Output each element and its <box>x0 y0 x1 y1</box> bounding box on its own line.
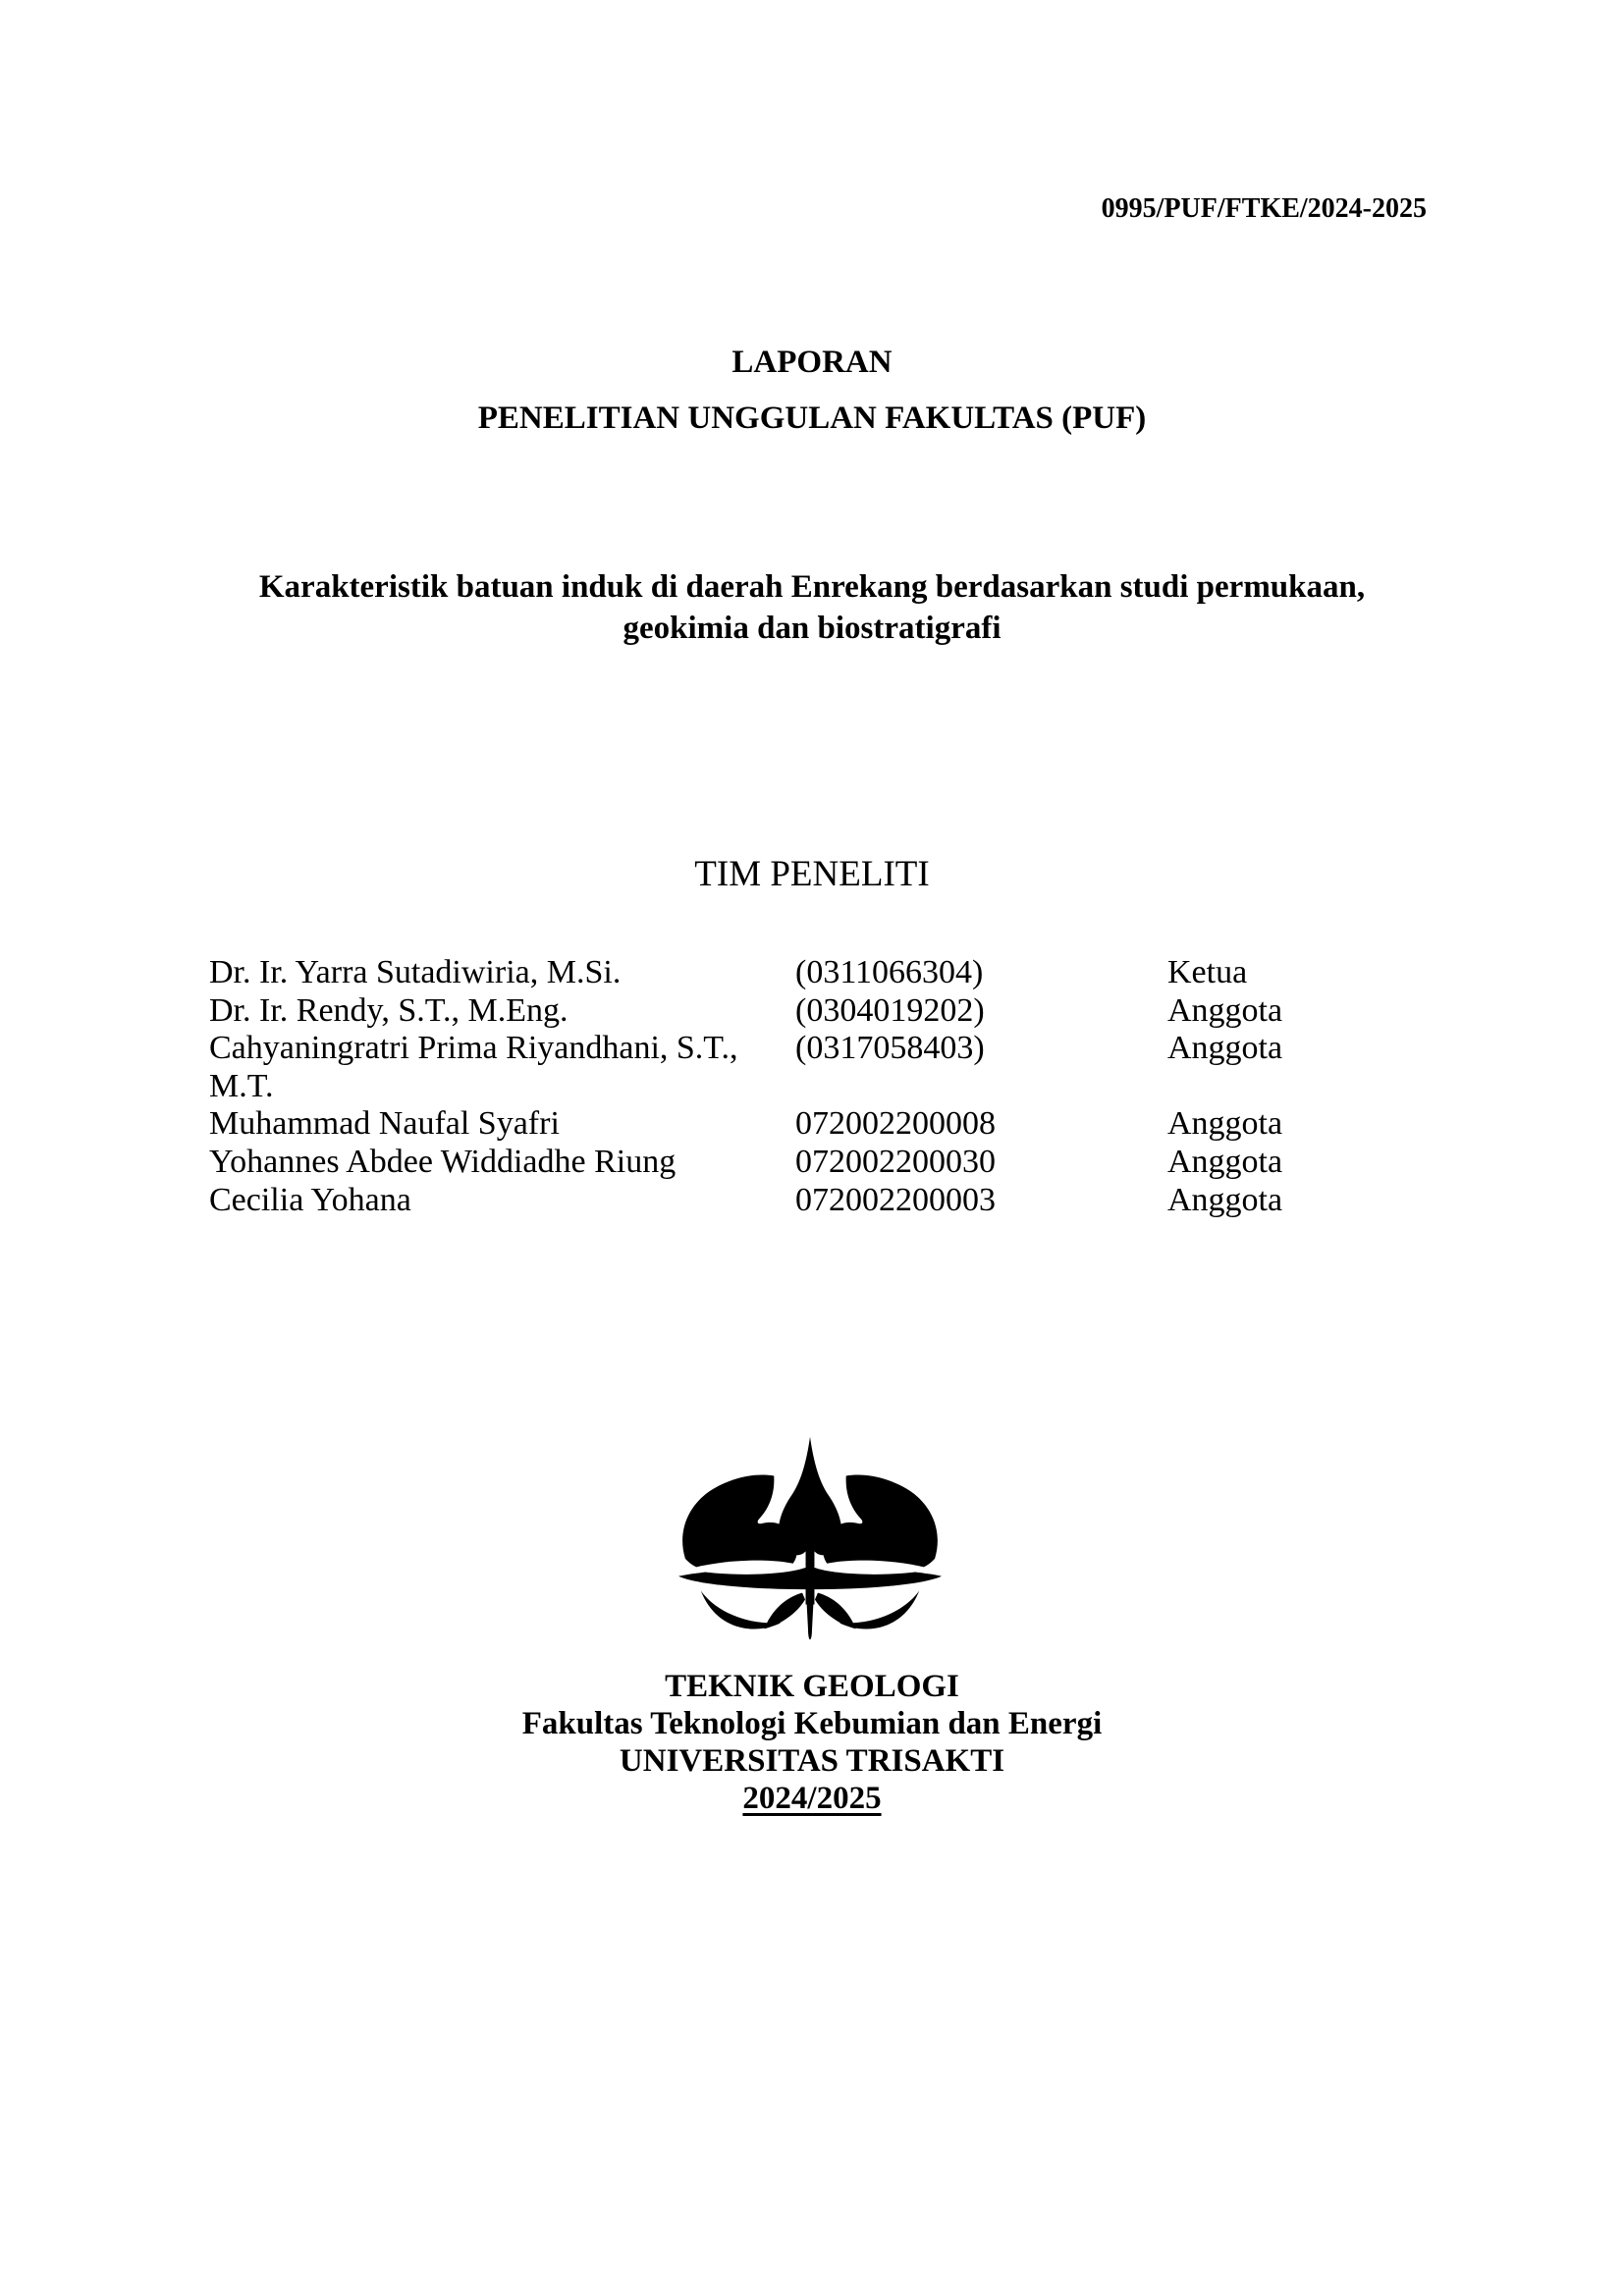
department-name: TEKNIK GEOLOGI <box>665 1669 959 1704</box>
member-name: Cecilia Yohana <box>209 1181 411 1218</box>
member-name: Cahyaningratri Prima Riyandhani, S.T., M.T. <box>209 1030 738 1104</box>
table-row <box>209 1030 1446 1105</box>
member-id: (0311066304) <box>795 954 984 990</box>
member-id: 072002200030 <box>795 1143 996 1180</box>
member-id: 072002200003 <box>795 1181 996 1218</box>
member-role: Ketua <box>1167 954 1248 990</box>
faculty-name: Fakultas Teknologi Kebumian dan Energi <box>521 1706 1103 1741</box>
report-title: Karakteristik batuan induk di daerah Enrekang berdasarkan studi permukaan, geokimia dan biostratigrafi <box>258 569 1366 646</box>
member-role: Anggota <box>1167 1030 1283 1067</box>
member-name: Muhammad Naufal Syafri <box>209 1105 560 1143</box>
report-type-line2: PENELITIAN UNGGULAN FAKULTAS (PUF) <box>477 400 1147 436</box>
member-name: Dr. Ir. Yarra Sutadiwiria, M.Si. <box>209 954 622 990</box>
team-heading: TIM PENELITI <box>694 854 930 894</box>
member-id: 072002200008 <box>795 1105 996 1143</box>
member-role: Anggota <box>1167 1105 1283 1143</box>
member-id: (0317058403) <box>795 1030 985 1067</box>
member-role: Anggota <box>1167 1181 1283 1218</box>
table-row <box>209 1105 1446 1144</box>
report-type-line1: LAPORAN <box>731 345 893 380</box>
trisakti-university-logo-icon <box>674 1436 947 1642</box>
table-row <box>209 992 1446 1031</box>
academic-year: 2024/2025 <box>742 1781 882 1816</box>
university-name: UNIVERSITAS TRISAKTI <box>619 1743 1005 1779</box>
member-name: Yohannes Abdee Widdiadhe Riung <box>209 1143 677 1180</box>
member-role: Anggota <box>1167 991 1283 1029</box>
footer-affiliation-block <box>0 1668 1624 1817</box>
team-table <box>209 954 1446 1219</box>
table-row <box>209 1144 1446 1182</box>
document-number: 0995/PUF/FTKE/2024-2025 <box>1101 193 1427 224</box>
member-name: Dr. Ir. Rendy, S.T., M.Eng. <box>209 991 568 1029</box>
table-row <box>209 954 1446 992</box>
member-id: (0304019202) <box>795 991 985 1029</box>
member-role: Anggota <box>1167 1143 1283 1180</box>
table-row <box>209 1182 1446 1220</box>
